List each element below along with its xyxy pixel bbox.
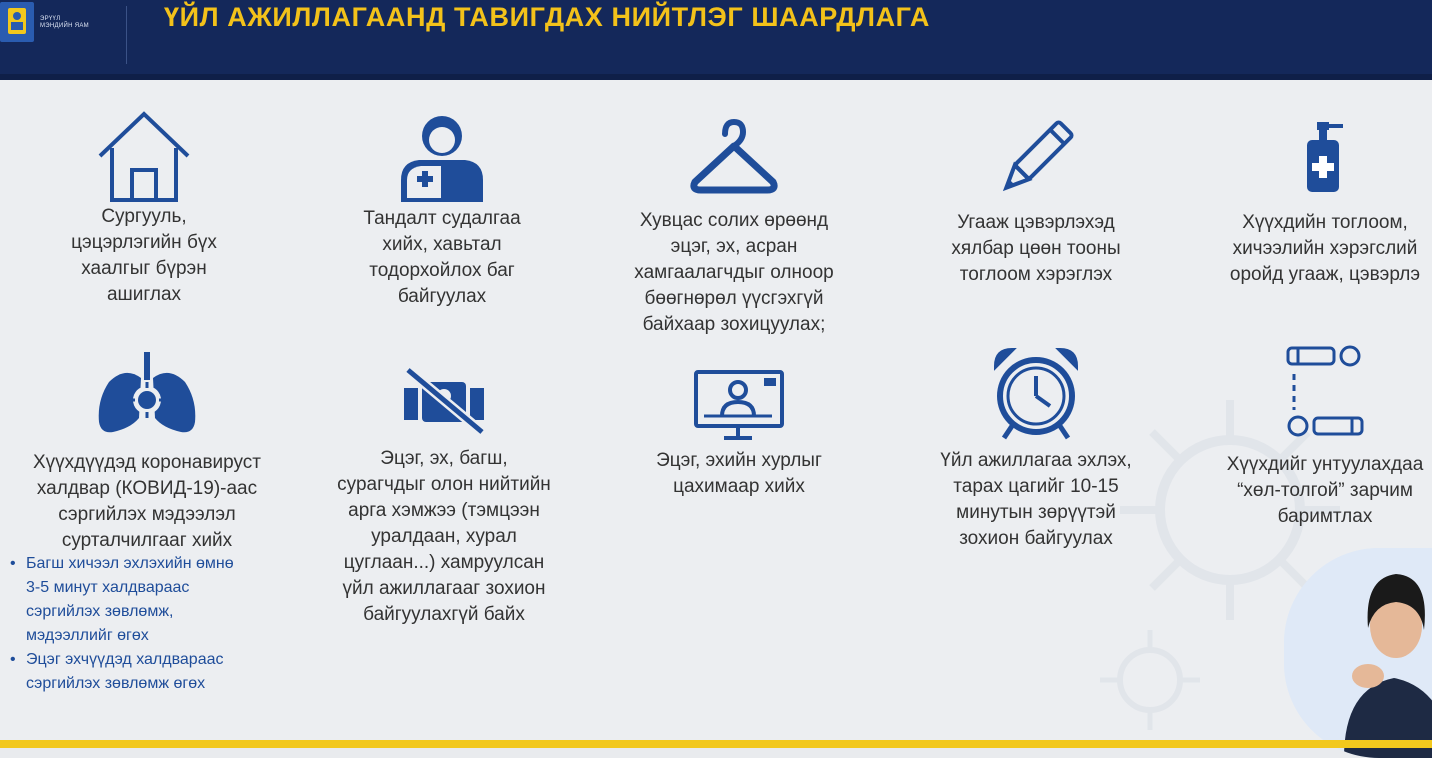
bullet-text: Багш хичээл эхлэхийн өмнө 3-5 минут халдвараас сэргийлэх зөвлөмж, мэдээллийг өгөх — [26, 555, 234, 644]
online-meeting-icon — [694, 370, 784, 444]
doctor-icon — [397, 112, 487, 202]
card-toys — [920, 118, 1152, 288]
sanitizer-icon — [1295, 118, 1355, 196]
covid-info-bullets — [6, 552, 306, 696]
bullet-text: Эцэг эхчүүдэд халдвараас сэргийлэх зөвлөмж өгөх — [26, 651, 224, 692]
bullet-icon: • — [10, 651, 16, 668]
list-item — [6, 552, 306, 648]
card-covid-info — [8, 352, 286, 554]
card-sleeping — [1200, 340, 1432, 530]
logo-divider — [126, 6, 127, 64]
bullet-icon: • — [10, 555, 16, 572]
card-text: Хүүхдийг унтуулахдаа “хөл-толгой” зарчим баримтлах — [1226, 454, 1424, 527]
card-no-gatherings — [318, 366, 570, 628]
ministry-logo — [0, 0, 130, 74]
page-title: ҮЙЛ АЖИЛЛАГААНД ТАВИГДАХ НИЙТЛЭГ ШААРДЛАГА — [164, 2, 930, 32]
card-cleaning — [1200, 118, 1432, 288]
head-to-toe-icon — [1280, 340, 1370, 444]
card-staggered-times — [918, 344, 1154, 552]
card-text: Сургууль, цэцэрлэгийн бүх хаалгыг бүрэн ашиглах — [71, 206, 217, 305]
card-text: Хүүхдүүдэд коронавируст халдвар (КОВИД-19)-аас сэргийлэх мэдээлэл сурталчилгааг хийх — [32, 452, 262, 551]
house-icon — [96, 108, 192, 204]
card-online-meeting — [628, 370, 850, 500]
card-doors — [42, 108, 246, 308]
logo-text: ЭРҮҮЛ МЭНДИЙН ЯАМ — [40, 16, 89, 29]
card-text: Угааж цэвэрлэхэд хялбар цөөн тооны тоглоом хэрэглэх — [951, 212, 1121, 285]
card-text: Хүүхдийн тоглоом, хичээлийн хэрэгслий оройд угааж, цэвэрлэ — [1229, 212, 1421, 285]
card-changing-room — [612, 116, 856, 338]
bottom-accent-line — [0, 740, 1432, 748]
card-text: Хувцас солих өрөөнд эцэг, эх, асран хамгаалагчдыг олноор бөөгнөрөл үүсгэхгүй байхаар зохицуулах; — [634, 210, 834, 335]
card-surveillance — [330, 112, 554, 310]
card-text: Тандалт судалгаа хийх, хавьтал тодорхойлох баг байгуулах — [363, 208, 521, 307]
pencil-icon — [996, 118, 1076, 198]
card-text: Эцэг, эхийн хурлыг цахимаар хийх — [656, 450, 822, 497]
emblem-icon — [0, 2, 34, 42]
card-text: Эцэг, эх, багш, сурагчдыг олон нийтийн арга хэмжээ (тэмцээн уралдаан, хурал цуглаан...) хамруулсан үйл ажиллагааг зохион байгуулахгүй байх — [337, 448, 551, 625]
lungs-virus-icon — [95, 352, 199, 436]
virus-background-icon — [1090, 620, 1210, 740]
hanger-icon — [689, 116, 779, 196]
header-bar — [0, 0, 1432, 74]
alarm-clock-icon — [990, 344, 1082, 440]
card-text: Үйл ажиллагаа эхлэх, тарах цагийг 10-15 минутын зөрүүтэй зохион байгуулах — [940, 450, 1132, 549]
no-gathering-icon — [402, 366, 486, 436]
list-item — [6, 648, 306, 696]
